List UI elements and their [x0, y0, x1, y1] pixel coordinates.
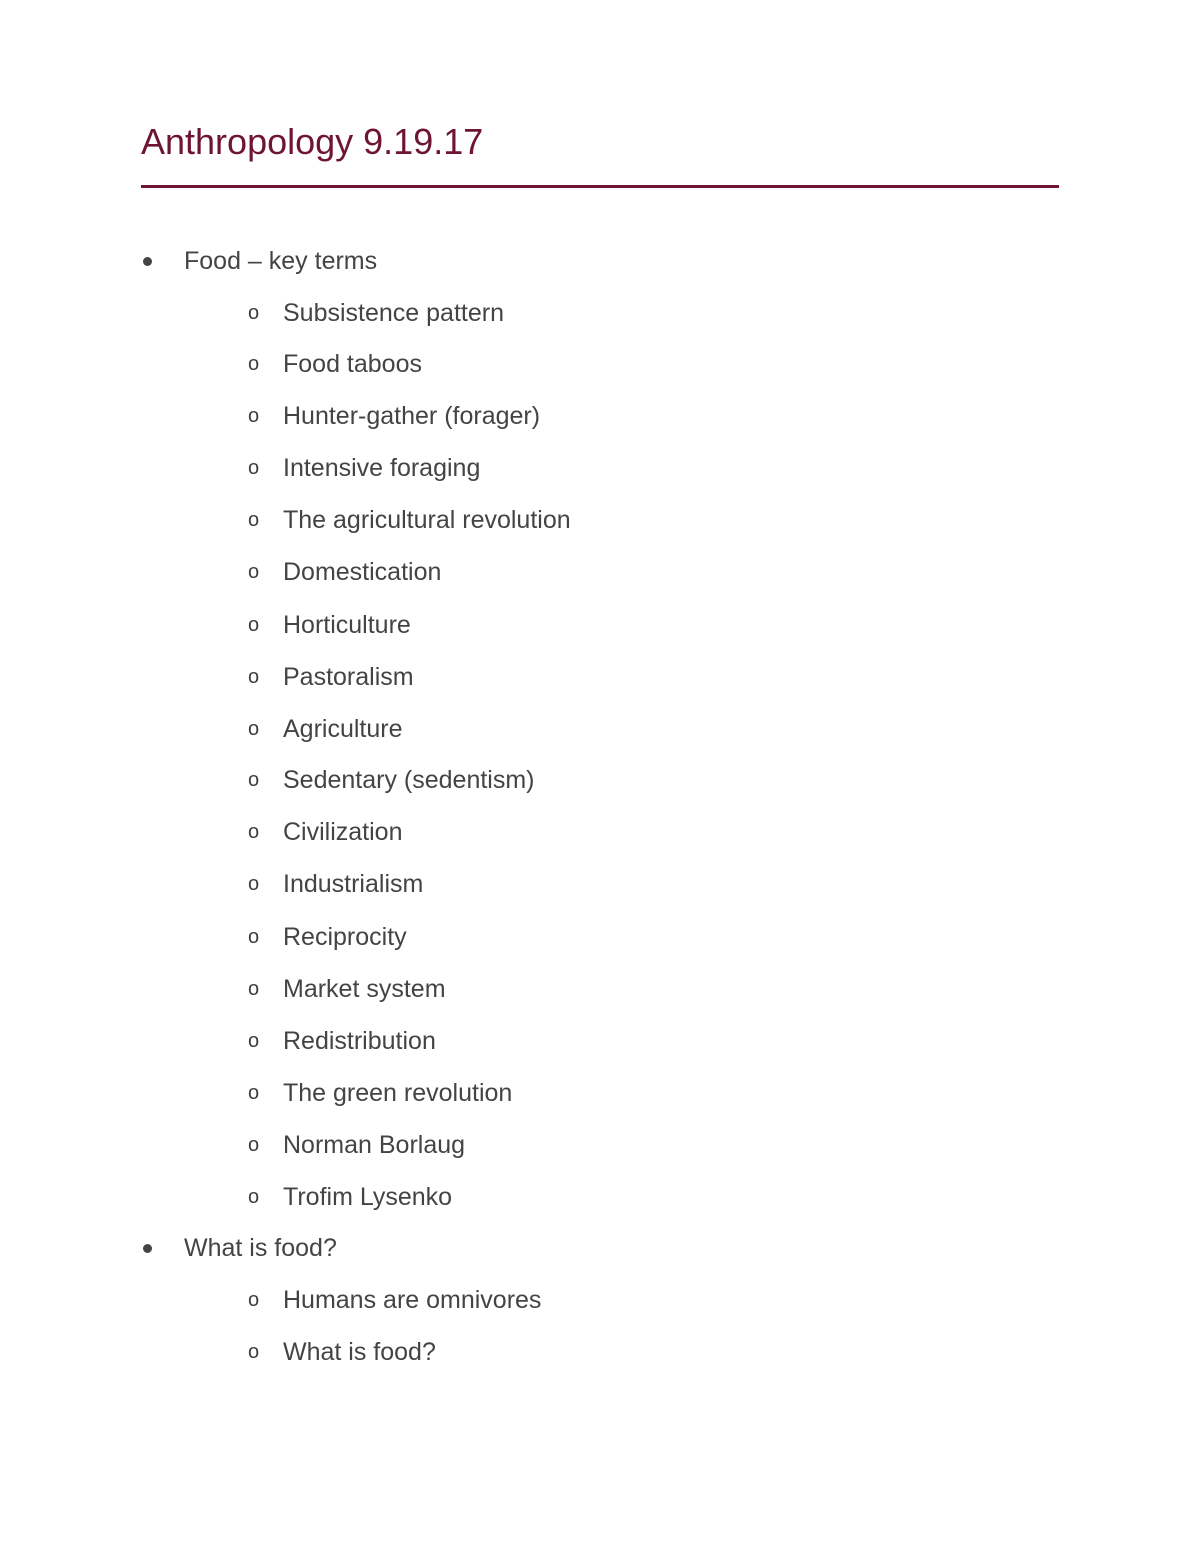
sub-item-label: Humans are omnivores: [283, 1286, 542, 1314]
hollow-bullet-icon: o: [248, 1030, 260, 1052]
hollow-bullet-icon: o: [248, 1082, 260, 1104]
outline-item-label: Food – key terms: [184, 247, 378, 275]
page-title: Anthropology 9.19.17: [141, 121, 484, 162]
hollow-bullet-icon: o: [248, 509, 260, 531]
outline-item-food-key-terms: [0, 244, 1200, 284]
sub-item: [0, 1024, 1200, 1064]
sub-item: [0, 660, 1200, 700]
sub-item-label: Norman Borlaug: [283, 1131, 466, 1159]
hollow-bullet-icon: o: [248, 926, 260, 948]
hollow-bullet-icon: o: [248, 614, 260, 636]
sub-item-label: Civilization: [283, 818, 403, 846]
sub-item: [0, 608, 1200, 648]
sub-item: [0, 555, 1200, 595]
bullet-icon: [143, 1244, 152, 1253]
sub-item: [0, 1180, 1200, 1220]
hollow-bullet-icon: o: [248, 718, 260, 740]
sub-item-label: Subsistence pattern: [283, 299, 504, 327]
hollow-bullet-icon: o: [248, 405, 260, 427]
sub-item-label: Sedentary (sedentism): [283, 766, 535, 794]
sub-item-label: Food taboos: [283, 350, 422, 378]
hollow-bullet-icon: o: [248, 353, 260, 375]
bullet-icon: [143, 257, 152, 266]
sub-item-label: Intensive foraging: [283, 454, 481, 482]
sub-item-label: The green revolution: [283, 1079, 513, 1107]
sub-item: [0, 763, 1200, 803]
sub-item-label: Agriculture: [283, 715, 403, 743]
hollow-bullet-icon: o: [248, 873, 260, 895]
sub-item-label: Trofim Lysenko: [283, 1183, 453, 1211]
sub-item: [0, 920, 1200, 960]
hollow-bullet-icon: o: [248, 302, 260, 324]
hollow-bullet-icon: o: [248, 1186, 260, 1208]
sub-item-label: Market system: [283, 975, 446, 1003]
outline-item-what-is-food: [0, 1231, 1200, 1271]
hollow-bullet-icon: o: [248, 1134, 260, 1156]
hollow-bullet-icon: o: [248, 1289, 260, 1311]
sub-item: [0, 1076, 1200, 1116]
sub-item-label: The agricultural revolution: [283, 506, 571, 534]
hollow-bullet-icon: o: [248, 666, 260, 688]
sub-item: [0, 1335, 1200, 1375]
sub-item: [0, 347, 1200, 387]
hollow-bullet-icon: o: [248, 1341, 260, 1363]
hollow-bullet-icon: o: [248, 561, 260, 583]
hollow-bullet-icon: o: [248, 457, 260, 479]
sub-item-label: Reciprocity: [283, 923, 407, 951]
sub-item: [0, 867, 1200, 907]
sub-item-label: Domestication: [283, 558, 442, 586]
sub-item: [0, 1128, 1200, 1168]
sub-item-label: Industrialism: [283, 870, 424, 898]
sub-item: [0, 451, 1200, 491]
hollow-bullet-icon: o: [248, 821, 260, 843]
sub-item: [0, 712, 1200, 752]
sub-item: [0, 296, 1200, 336]
hollow-bullet-icon: o: [248, 769, 260, 791]
hollow-bullet-icon: o: [248, 978, 260, 1000]
sub-item: [0, 503, 1200, 543]
title-divider: [141, 185, 1059, 188]
sub-item-label: Hunter-gather (forager): [283, 402, 541, 430]
sub-item-label: Horticulture: [283, 611, 411, 639]
sub-item: [0, 399, 1200, 439]
sub-item: [0, 815, 1200, 855]
sub-item-label: Pastoralism: [283, 663, 414, 691]
sub-item: [0, 1283, 1200, 1323]
sub-item-label: What is food?: [283, 1338, 436, 1366]
outline-item-label: What is food?: [184, 1234, 337, 1262]
sub-item-label: Redistribution: [283, 1027, 436, 1055]
sub-item: [0, 972, 1200, 1012]
